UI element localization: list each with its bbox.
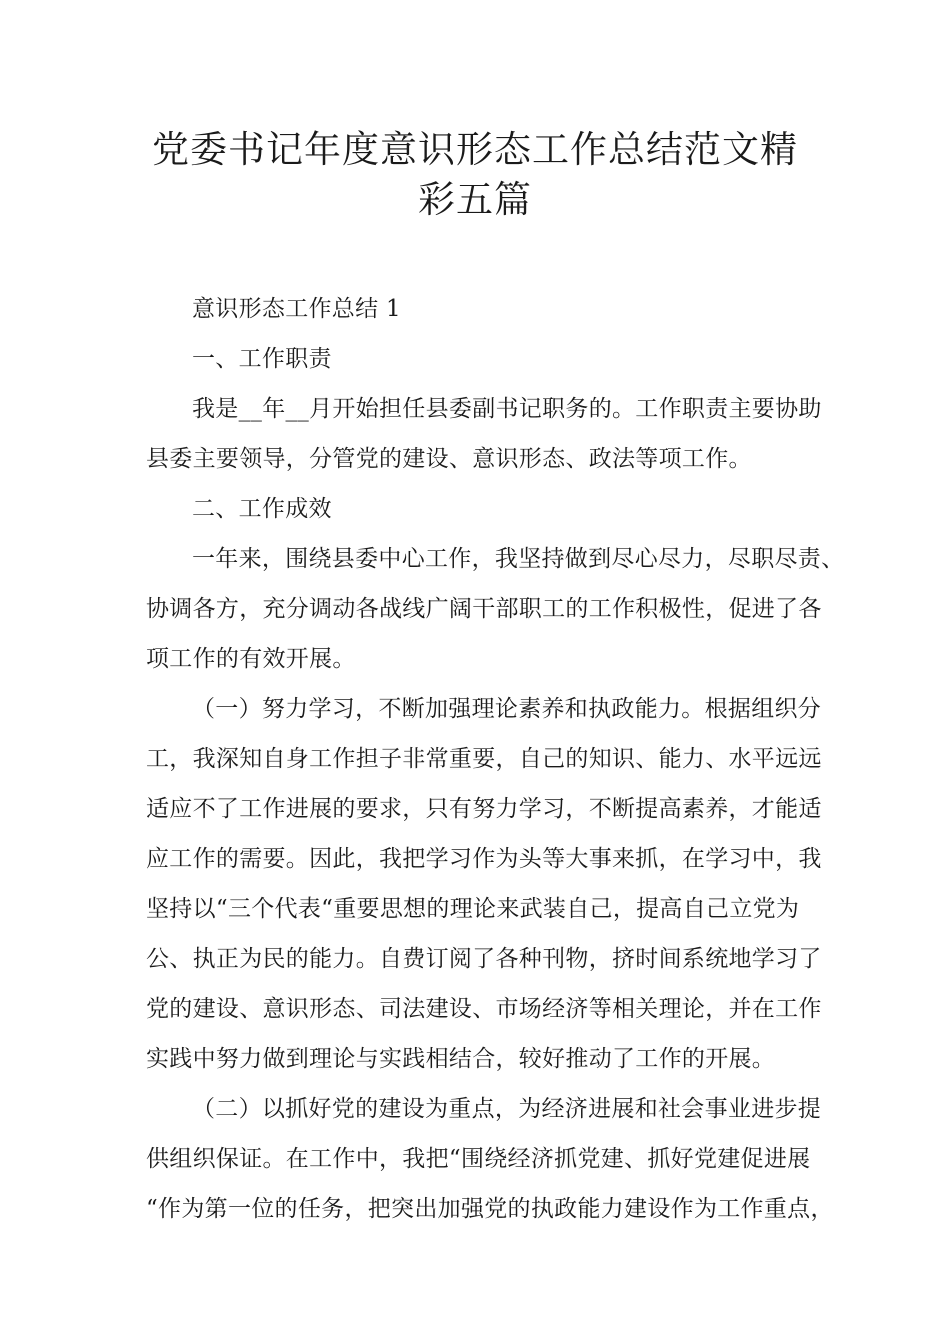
paragraph-line: 工，我深知自身工作担子非常重要，自己的知识、能力、水平远远 [146, 746, 822, 772]
paragraph-line: 坚持以“三个代表“重要思想的理论来武装自己，提高自己立党为 [146, 896, 800, 922]
paragraph-line: （一）努力学习，不断加强理论素养和执政能力。根据组织分 [192, 696, 822, 722]
paragraph-line: 项工作的有效开展。 [146, 646, 356, 672]
paragraph-7 [146, 1084, 836, 1234]
paragraph-line: 一年来，围绕县委中心工作，我坚持做到尽心尽力，尽职尽责、 [192, 546, 845, 572]
document-title-line-2: 彩五篇 [418, 178, 532, 221]
paragraph-line: 协调各方，充分调动各战线广阔干部职工的工作积极性，促进了各 [146, 596, 822, 622]
paragraph-3 [146, 384, 836, 484]
paragraph-line: 应工作的需要。因此，我把学习作为头等大事来抓，在学习中，我 [146, 846, 822, 872]
paragraph-line: 意识形态工作总结 1 [192, 296, 401, 322]
paragraph-1 [146, 284, 836, 334]
paragraph-line: 县委主要领导，分管党的建设、意识形态、政法等项工作。 [146, 446, 752, 472]
paragraph-line: 供组织保证。在工作中，我把“围绕经济抓党建、抓好党建促进展 [146, 1146, 811, 1172]
paragraph-line: 一、工作职责 [192, 346, 332, 372]
paragraph-line: 适应不了工作进展的要求，只有努力学习，不断提高素养，才能适 [146, 796, 822, 822]
paragraph-line: （二）以抓好党的建设为重点，为经济进展和社会事业进步提 [192, 1096, 822, 1122]
paragraph-6 [146, 684, 836, 1084]
paragraph-4 [146, 484, 836, 534]
document-title-line-1: 党委书记年度意识形态工作总结范文精 [152, 128, 798, 171]
paragraph-line: 二、工作成效 [192, 496, 332, 522]
paragraph-5 [146, 534, 845, 684]
paragraph-line: 实践中努力做到理论与实践相结合，较好推动了工作的开展。 [146, 1046, 776, 1072]
paragraph-line: 公、执正为民的能力。自费订阅了各种刊物，挤时间系统地学习了 [146, 946, 822, 972]
document-title [120, 125, 830, 225]
paragraph-line: “作为第一位的任务，把突出加强党的执政能力建设作为工作重点， [146, 1196, 834, 1222]
paragraph-2 [146, 334, 836, 384]
document-body [146, 284, 845, 1234]
paragraph-line: 党的建设、意识形态、司法建设、市场经济等相关理论，并在工作 [146, 996, 822, 1022]
paragraph-line: 我是__年__月开始担任县委副书记职务的。工作职责主要协助 [192, 396, 822, 422]
